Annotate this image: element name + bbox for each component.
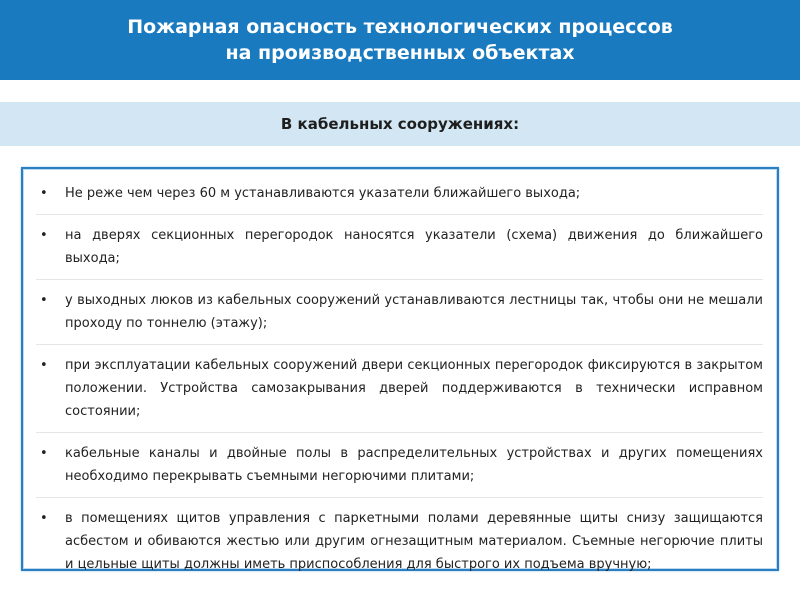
bullet-icon: • bbox=[40, 186, 48, 201]
bullet-icon: • bbox=[40, 293, 48, 308]
page-title-line-1: Пожарная опасность технологических процессов bbox=[127, 16, 673, 38]
section-banner bbox=[0, 102, 800, 146]
bullet-icon: • bbox=[40, 511, 48, 526]
header-banner bbox=[0, 0, 800, 80]
list-item bbox=[36, 182, 763, 215]
bullet-icon: • bbox=[40, 446, 48, 461]
bullet-icon: • bbox=[40, 228, 48, 243]
list-item-text: в помещениях щитов управления с паркетными полами деревянные щиты снизу защищаются асбестом и обиваются жестью или другим огнезащитным материалом. Съемные негорючие плиты и цельные щиты должны иметь приспособления для быстрого их подъема вручную; bbox=[65, 511, 763, 572]
list-item bbox=[36, 289, 763, 345]
list-item bbox=[36, 354, 763, 433]
list-item-text: у выходных люков из кабельных сооружений устанавливаются лестницы так, чтобы они не мешали проходу по тоннелю (этажу); bbox=[65, 293, 763, 331]
page-title-line-2: на производственных объектах bbox=[225, 42, 575, 64]
list-item-text: на дверях секционных перегородок наносятся указатели (схема) движения до ближайшего выхода; bbox=[65, 228, 763, 266]
section-title: В кабельных сооружениях: bbox=[280, 115, 520, 133]
list-item-text: Не реже чем через 60 м устанавливаются указатели ближайшего выхода; bbox=[65, 186, 581, 201]
bullet-list bbox=[36, 182, 763, 576]
list-item bbox=[36, 442, 763, 498]
list-item-text: кабельные каналы и двойные полы в распределительных устройствах и других помещениях необходимо перекрывать съемными негорючими плитами; bbox=[65, 446, 763, 484]
list-item bbox=[36, 224, 763, 280]
list-item bbox=[36, 507, 763, 576]
content-panel bbox=[21, 167, 779, 571]
bullet-icon: • bbox=[40, 358, 48, 373]
list-item-text: при эксплуатации кабельных сооружений двери секционных перегородок фиксируются в закрытом положении. Устройства самозакрывания дверей поддерживаются в технически исправном состоянии; bbox=[65, 358, 763, 419]
